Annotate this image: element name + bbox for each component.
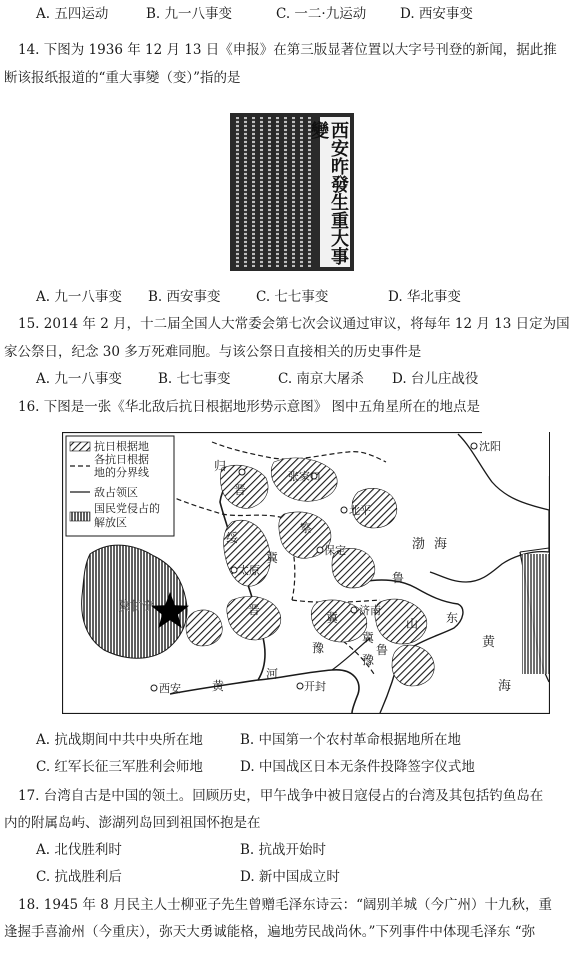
q13-option-a: A. 五四运动 (36, 6, 109, 22)
label-yu-sub: 豫 (362, 653, 375, 667)
q17-stem-line2: 内的附属岛屿、澎湖列岛回到祖国怀抱是在 (4, 815, 261, 831)
q13-option-b: B. 九一八事变 (146, 6, 233, 22)
label-bohai-hai: 海 (434, 536, 448, 551)
label-yellow-river-he: 河 (266, 667, 279, 681)
label-lu2: 鲁 (376, 643, 389, 657)
label-ji-sub: 冀 (266, 551, 279, 565)
label-gui: 归 (214, 459, 227, 473)
label-jin: 晋 (234, 483, 247, 497)
q15-option-a: A. 九一八事变 (36, 371, 122, 387)
legend-occupied: 敌占领区 (94, 487, 138, 499)
q15-stem-line2: 家公祭日，纪念 30 多万死难同胞。与该公祭日直接相关的历史事件是 (4, 344, 422, 360)
label-beiping: 北平 (349, 505, 371, 517)
legend-boundary-line2: 地的分界线 (94, 467, 149, 479)
label-lu: 鲁 (392, 571, 405, 585)
label-zhangjiakou: 张家口 (288, 471, 321, 483)
q17-option-a: A. 北伐胜利时 (36, 842, 122, 858)
label-ji: 冀 (326, 611, 339, 625)
label-taiyuan: 太原 (238, 565, 260, 577)
q16-stem-line1: 16. 下图是一张《华北敌后抗日根据地形势示意图》 图中五角星所在的地点是 (18, 399, 481, 415)
label-jin-sub: 晋 (248, 603, 261, 617)
north-china-base-map (62, 432, 550, 714)
label-shenyang: 沈阳 (479, 441, 501, 453)
q18-stem-line1: 18. 1945 年 8 月民主人士柳亚子先生曾赠毛泽东诗云：“阔别羊城（今广州）十九秋，重 (18, 897, 552, 913)
q13-option-c: C. 一二·九运动 (276, 6, 367, 22)
q16-option-b: B. 中国第一个农村革命根据地所在地 (240, 732, 462, 748)
legend-boundary-line1: 各抗日根据 (94, 454, 149, 466)
newspaper-image (230, 113, 354, 271)
label-huanghai: 黄 (482, 634, 496, 649)
q15-option-b: B. 七七事变 (158, 371, 231, 387)
q14-option-d: D. 华北事变 (388, 289, 461, 305)
label-xian: 西安 (159, 683, 181, 695)
label-sui: 绥 (226, 531, 239, 545)
q15-option-d: D. 台儿庄战役 (392, 371, 479, 387)
label-ji2: 冀 (362, 631, 375, 645)
legend-kmt-line2: 解放区 (94, 517, 127, 529)
q17-option-b: B. 抗战开始时 (240, 842, 327, 858)
label-dong: 东 (446, 611, 459, 625)
label-shan: 山 (406, 617, 419, 631)
q14-stem-line2: 断该报纸报道的“重大事變（变）”指的是 (4, 70, 241, 86)
q17-stem-line1: 17. 台湾自古是中国的领土。回顾历史，甲午战争中被日寇侵占的台湾及其包括钓鱼岛在 (18, 788, 544, 804)
q14-stem-line1: 14. 下图为 1936 年 12 月 13 日《申报》在第三版显著位置以大字号刊登的新闻，据此推 (18, 42, 557, 58)
newspaper-headline: 西安昨發生重大事變 (308, 121, 349, 265)
q17-option-c: C. 抗战胜利后 (36, 869, 122, 885)
q16-option-d: D. 中国战区日本无条件投降签字仪式地 (240, 759, 475, 775)
q18-stem-line2: 逢握手喜渝州（今重庆），弥天大勇诚能格，遍地劳民战尚休。”下列事件中体现毛泽东 “弥 (4, 924, 536, 940)
label-jinan: 济南 (359, 605, 381, 617)
legend-kmt-line1: 国民党侵占的 (94, 503, 160, 515)
legend-base-area: 抗日根据地 (94, 441, 149, 453)
q16-option-a: A. 抗战期间中共中央所在地 (36, 732, 203, 748)
label-shaanganning: 陕甘宁 (118, 599, 155, 613)
q15-option-c: C. 南京大屠杀 (278, 371, 364, 387)
label-yu: 豫 (312, 641, 325, 655)
label-kaifeng: 开封 (304, 681, 326, 693)
q14-option-b: B. 西安事变 (148, 289, 221, 305)
label-yellow-river: 黄 (212, 679, 225, 693)
q17-option-d: D. 新中国成立时 (240, 869, 340, 885)
q16-option-c: C. 红军长征三军胜利会师地 (36, 759, 203, 775)
label-huanghai-hai: 海 (498, 678, 512, 693)
label-baoding: 保定 (324, 545, 346, 557)
label-cha: 察 (300, 521, 313, 535)
q14-option-a: A. 九一八事变 (36, 289, 122, 305)
q14-option-c: C. 七七事变 (256, 289, 329, 305)
q15-stem-line1: 15. 2014 年 2 月，十二届全国人大常委会第七次会议通过审议，将每年 12 月 13 日定为国 (18, 316, 570, 332)
label-bohai: 渤 (412, 536, 426, 551)
q13-option-d: D. 西安事变 (400, 6, 473, 22)
